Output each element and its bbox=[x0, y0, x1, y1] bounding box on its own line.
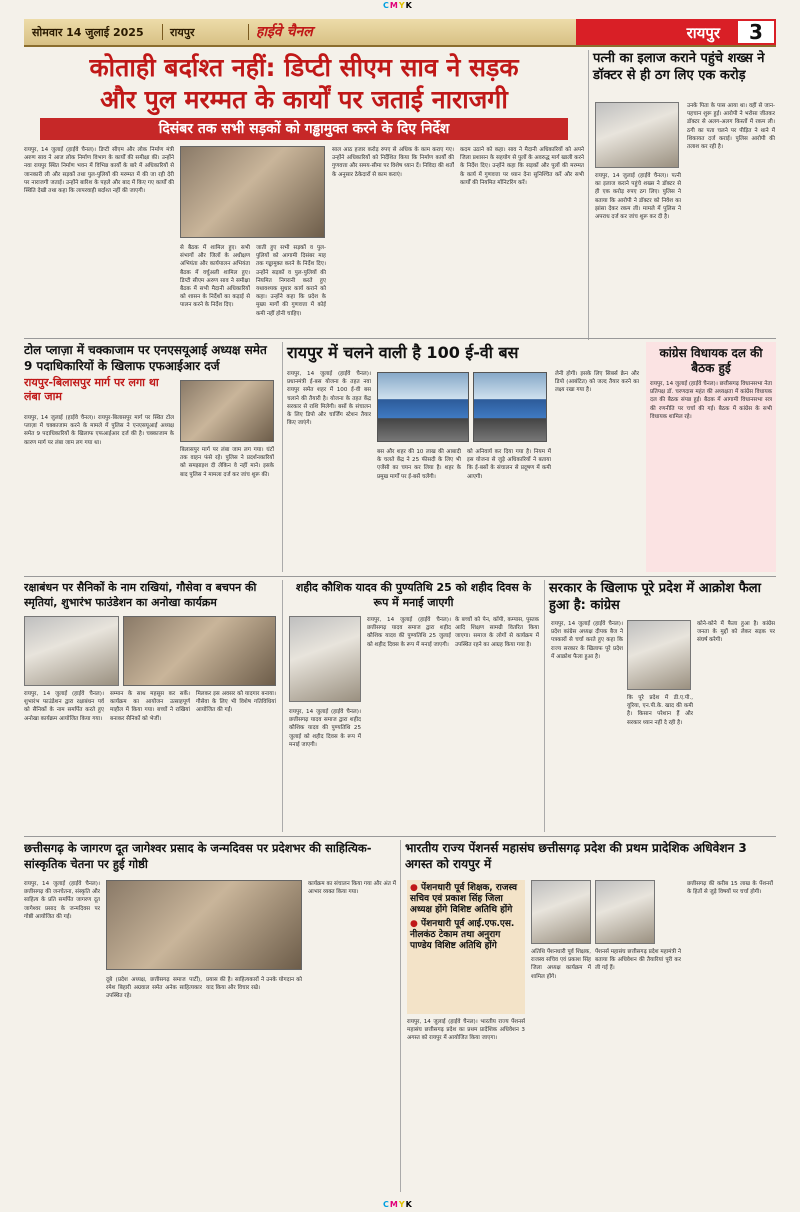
seminar-photo bbox=[106, 880, 302, 970]
congress-meeting-headline: कांग्रेस विधायक दल की बैठक हुई bbox=[659, 346, 763, 375]
jagesh-col-4: कार्यक्रम का संचालन किया गया और अंत में आभार व्यक्त किया गया। bbox=[308, 881, 396, 896]
lead-col-3: जाती हुए सभी सड़कों व पुल-पुलियों को आगामी दिसंबर माह तक गड्ढामुक्त करने के निर्देश दिए। उन्होंने सड़कों व पुल-पुलियों की नियमित निगरानी करते हुए यथावश्यक सुधार कार्य कराने को कहा। उन्होंने कहा कि प्रदेश के मुख्य मार्गों की गुणवत्ता में कोई कमी नहीं होनी चाहिए। bbox=[256, 245, 326, 317]
lead-subheadline: दिसंबर तक सभी सड़कों को गड्ढामुक्त करने के दिए निर्देश bbox=[40, 118, 568, 140]
divider bbox=[248, 24, 249, 40]
lead-headline-line1: कोताही बर्दाश्त नहीं: डिप्टी सीएम साव ने सड़क bbox=[89, 53, 519, 82]
section-city: रायपुर bbox=[170, 26, 195, 39]
ebus-photo bbox=[377, 372, 469, 442]
lead-col-4: साल आठ हजार करोड़ रुपए से अधिक के काम कराए गए। उन्होंने अधिकारियों को निर्देशित किया कि निर्माण कार्यों की गुणवत्ता और समय-सीमा पर विशेष ध्यान दें। निविदा की शर्तों के अनुसार ठेकेदारों से काम कराएं। bbox=[332, 147, 454, 178]
martyr-col-0: रायपुर, 14 जुलाई (हाईवे चैनल)। छत्तीसगढ़ यादव समाज द्वारा शहीद कौशिक यादव की पुण्यतिथि 25 जुलाई को शहीद दिवस के रूप में मनाई जाएगी। bbox=[289, 709, 361, 748]
issue-date: सोमवार 14 जुलाई 2025 bbox=[32, 26, 144, 39]
protest-story bbox=[544, 580, 776, 832]
lead-col-1: रायपुर, 14 जुलाई (हाईवे चैनल)। डिप्टी सीएम और लोक निर्माण मंत्री अरुण साव ने आज लोक निर्माण विभाग के कार्यों की समीक्षा की। उन्होंने नवा रायपुर स्थित निर्माण भवन में विभिन्न कार्यों के बारे में अधिकारियों से जानकारी ली और सड़कों तथा पुल-पुलियों की मरम्मत में की जा रही देरी पर नाराजगी जताई। उन्होंने बारिश के पहले और बाद में किए गए कार्यों की स्थिति देखी तथा कहा कि लापरवाही बर्दाश्त नहीं की जाएगी। bbox=[24, 147, 174, 195]
cmyk-m: M bbox=[389, 1, 399, 10]
congress-meeting-text: रायपुर, 14 जुलाई (हाईवे चैनल)। छत्तीसगढ़ विधानसभा नेता प्रतिपक्ष डॉ. चरणदास महंत की अध्यक्षता में कांग्रेस विधायक दल की बैठक संपन्न हुई। बैठक में आगामी विधानसभा सत्र की रणनीति पर चर्चा की गई। बैठक में कांग्रेस के सभी विधायक शामिल रहे। bbox=[650, 381, 772, 420]
fraud-story bbox=[588, 50, 776, 340]
page-number: 3 bbox=[736, 19, 776, 45]
jagesh-headline-block bbox=[24, 840, 396, 876]
guest-portrait-1 bbox=[531, 880, 591, 944]
protest-headline: सरकार के खिलाफ पूरे प्रदेश में आक्रोश फैला हुआ है: कांग्रेस bbox=[549, 581, 761, 613]
toll-headline: टोल प्लाज़ा में चक्काजाम पर एनएसयूआई अध्यक्ष समेत 9 पदाधिकारियों के खिलाफ एफआईआर दर्ज bbox=[24, 343, 267, 373]
lead-headline-line2: और पुल मरम्मत के कार्यों पर जताई नाराजगी bbox=[100, 85, 508, 114]
ebus-col-3: को अनिवार्य कर दिया गया है। नियम में इस योजना से जुड़े अधिकारियों ने बताया कि ई-बसों के संचालन से प्रदूषण में कमी आएगी। bbox=[467, 449, 551, 480]
protest-col-1: रायपुर, 14 जुलाई (हाईवे चैनल)। प्रदेश कांग्रेस अध्यक्ष दीपक बैज ने पत्रकारों से चर्चा करते हुए कहा कि राज्य सरकार के खिलाफ पूरे प्रदेश में आक्रोश फैला हुआ है। bbox=[551, 621, 623, 660]
jagesh-headline: छत्तीसगढ़ के जागरण दूत जागेश्वर प्रसाद के जन्मदिवस पर प्रदेशभर की साहित्यिक-सांस्कृतिक चेतना पर हुई गोष्ठी bbox=[24, 841, 372, 871]
section-title: रायपुर bbox=[686, 24, 720, 42]
divider bbox=[24, 836, 776, 837]
rakhi-col-1: रायपुर, 14 जुलाई (हाईवे चैनल)। शुभारंभ फाउंडेशन द्वारा रक्षाबंधन पर्व को सैनिकों के नाम समर्पित करते हुए अनोखा कार्यक्रम आयोजित किया गया। bbox=[24, 691, 104, 722]
pension-col-4: छत्तीसगढ़ की करीब 15 लाख के पेंशनरों के हितों से जुड़े विषयों पर चर्चा होगी। bbox=[687, 881, 773, 896]
lead-headline-block bbox=[24, 52, 584, 118]
pension-col-1: रायपुर, 14 जुलाई (हाईवे चैनल)। भारतीय राज्य पेंशनर्स महासंघ छत्तीसगढ़ प्रदेश का प्रथम प्रादेशिक अधिवेशन 3 अगस्त को रायपुर में आयोजित किया जाएगा। bbox=[407, 1019, 525, 1042]
fraud-headline: पत्नी का इलाज कराने पहुंचे शख्स ने डॉक्टर से ही ठग लिए एक करोड़ bbox=[593, 51, 765, 83]
congress-meeting-story bbox=[646, 342, 776, 572]
ebus-col-1: रायपुर, 14 जुलाई (हाईवे चैनल)। प्रधानमंत्री ई-बस योजना के तहत नवा रायपुर समेत शहर में 100 ई-वी बस चलाने की तैयारी है। योजना के तहत केंद्र सरकार से राशि मिलेगी। बसों के संचालन के लिए डिपो और चार्जिंग स्टेशन तैयार किए जाएंगे। bbox=[287, 371, 371, 427]
rakhi-photo bbox=[24, 616, 119, 686]
cmyk-registration-mark bbox=[383, 1, 413, 10]
cmyk-y: Y bbox=[398, 1, 406, 10]
rakhi-col-2: सम्मान के साथ महसूस कर सकें। कार्यक्रम का आयोजन उत्साहपूर्ण माहौल में किया गया। बच्चों ने राखियां बनाकर सैनिकों को भेजीं। bbox=[110, 691, 190, 722]
divider bbox=[24, 576, 776, 577]
toll-photo bbox=[180, 380, 274, 442]
rakhi-headline-block bbox=[24, 580, 276, 612]
victim-photo bbox=[595, 102, 679, 168]
protest-col-2: कि पूरे प्रदेश में डी.ए.पी., यूरिया, एन.पी.के. खाद की कमी है। किसान परेशान हैं और सरकार ध्यान नहीं दे रही है। bbox=[627, 695, 693, 726]
martyr-col-2: के बच्चों को पेन, कॉपी, कम्पास, पुस्तक आदि शिक्षण सामग्री वितरित किया जाएगा। समाज के लोगों से कार्यक्रम में उपस्थित रहने का आग्रह किया गया है। bbox=[455, 617, 539, 648]
lead-col-2: से बैठक में शामिल हुए। सभी संभागों और जिलों के अधीक्षण अभियंता और कार्यपालन अभियंता बैठक में वर्चुअली शामिल हुए। डिप्टी सीएम अरुण साव ने समीक्षा बैठक में सभी मैदानी अधिकारियों को शासन के निर्देशों का कड़ाई से पालन करने के निर्देश दिए। bbox=[180, 245, 250, 309]
pension-story bbox=[400, 840, 776, 1192]
jagesh-col-2: दूबे (प्रदेश अध्यक्ष, छत्तीसगढ़ समाज पार्टी), रमेश बिहारी अग्रवाल समेत अनेक साहित्यकार उपस्थित रहे। bbox=[106, 977, 202, 1000]
toll-subheadline: रायपुर-बिलासपुर मार्ग पर लगा था लंबा जाम bbox=[24, 376, 159, 403]
martyr-story bbox=[282, 580, 540, 832]
cmyk-k: K bbox=[405, 1, 413, 10]
fraud-col-1: रायपुर, 14 जुलाई (हाईवे चैनल)। पत्नी का इलाज कराने पहुंचे शख्स ने डॉक्टर से ही एक करोड़ रुपए ठग लिए। पुलिस ने बताया कि आरोपी ने डॉक्टर को निवेश का झांसा देकर रकम ली। मामले में पुलिस ने अपराध दर्ज कर जांच शुरू कर दी है। bbox=[595, 173, 681, 221]
rakhi-headline: रक्षाबंधन पर सैनिकों के नाम राखियां, गौसेवा व बचपन की स्मृतियां, शुभारंभ फाउंडेशन का अनोखा कार्यक्रम bbox=[24, 581, 257, 609]
ebus-col-4: लेनी होगी। इसके लिए सिबर्स क्रेन और डिपो (आबंटित) को जल्द तैयार करने का लक्ष्य रखा गया है। bbox=[555, 371, 639, 394]
cmyk-c: C bbox=[383, 1, 390, 10]
ebus-col-2: बस और शहर की 10 लाख की आबादी के चलते केंद्र ने 25 फीसदी के लिए भी एजेंसी का चयन कर लिया है। शहर के प्रमुख मार्गों पर ई-बसें चलेंगी। bbox=[377, 449, 461, 480]
newspaper-logo: हाईवे चैनल bbox=[256, 24, 313, 40]
divider bbox=[162, 24, 163, 40]
divider bbox=[24, 338, 776, 339]
toll-col-2: बिलासपुर मार्ग पर लंबा जाम लग गया। घंटों तक वाहन फंसे रहे। पुलिस ने प्रदर्शनकारियों को समझाइश दी लेकिन वे नहीं माने। इसके बाद पुलिस ने मामला दर्ज कर जांच शुरू की। bbox=[180, 447, 274, 478]
guest-portrait-2 bbox=[595, 880, 655, 944]
cmyk-registration-mark-bottom: CMYK bbox=[383, 1200, 413, 1209]
rakhi-photo-group bbox=[123, 616, 276, 686]
pension-headline: भारतीय राज्य पेंशनर्स महासंघ छत्तीसगढ़ प्रदेश की प्रथम प्रादेशिक अधिवेशन 3 अगस्त को रायपुर में bbox=[405, 841, 747, 871]
fraud-col-2: उनके पिता के पास आया था। वहीं से जान-पहचान शुरू हुई। आरोपी ने भरोसा जीतकर डॉक्टर से अलग-अलग किस्तों में रकम ली। ठगी का पता चलने पर पीड़ित ने थाने में शिकायत दर्ज कराई। पुलिस आरोपी की तलाश कर रही है। bbox=[687, 103, 775, 151]
meeting-photo bbox=[180, 146, 325, 238]
pension-col-2: अतिथि पेंशनधारी पूर्व शिक्षक, राजस्व सचिव एवं प्रकाश सिंह जिला अध्यक्ष कार्यक्रम में शामिल होंगे। bbox=[531, 949, 591, 980]
martyr-headline: शहीद कौशिक यादव की पुण्यतिथि 25 को शहीद दिवस के रूप में मनाई जाएगी bbox=[295, 581, 532, 609]
ebus-photo bbox=[473, 372, 547, 442]
ebus-story bbox=[282, 342, 642, 572]
toll-story bbox=[24, 342, 276, 572]
pension-highlight-2: ● पेंशनधारी पूर्व आई.एफ.एस. नीलकंठ टेकाम तथा अनुराग पाण्डेय विशिष्ट अतिथि होंगे bbox=[410, 919, 515, 951]
ebus-headline: रायपुर में चलने वाली है 100 ई-वी बस bbox=[287, 343, 519, 362]
masthead bbox=[24, 19, 776, 47]
bullet-icon: ● bbox=[410, 883, 421, 893]
leader-portrait bbox=[627, 620, 691, 690]
pension-highlights bbox=[407, 880, 525, 1014]
toll-col-1: रायपुर, 14 जुलाई (हाईवे चैनल)। रायपुर-बिलासपुर मार्ग पर स्थित टोल प्लाज़ा में चक्काजाम करने के मामले में पुलिस ने एनएसयूआई अध्यक्ष समेत 9 पदाधिकारियों के खिलाफ एफआईआर दर्ज की है। चक्काजाम के कारण मार्ग पर लंबा जाम लग गया था। bbox=[24, 415, 174, 446]
martyr-portrait bbox=[289, 616, 361, 702]
jagesh-col-3: प्रयास की है। साहित्यकारों ने उनके योगदान को याद किया और विचार रखे। bbox=[206, 977, 302, 992]
martyr-col-1: रायपुर, 14 जुलाई (हाईवे चैनल)। छत्तीसगढ़ यादव समाज द्वारा शहीद कौशिक यादव की पुण्यतिथि 25 जुलाई को शहीद दिवस के रूप में मनाई जाएगी। bbox=[367, 617, 451, 648]
section-banner bbox=[576, 19, 776, 45]
pension-col-3: पेंशनर्स महासंघ छत्तीसगढ़ प्रदेश महामंत्री ने बताया कि अधिवेशन की तैयारियां पूरी कर ली गई हैं। bbox=[595, 949, 681, 972]
rakhi-col-3: मिलकर इस अवसर को यादगार बनाया। गौसेवा के लिए भी विशेष गतिविधियां आयोजित की गईं। bbox=[196, 691, 276, 714]
jagesh-col-1: रायपुर, 14 जुलाई (हाईवे चैनल)। छत्तीसगढ़ की जनचेतना, संस्कृति और साहित्य के प्रति समर्पित जागरण दूत जागेश्वर प्रसाद के जन्मदिवस पर गोष्ठी आयोजित की गई। bbox=[24, 881, 100, 920]
lead-col-5: कदम उठाने को कहा। साव ने मैदानी अधिकारियों को अपने जिला प्रशासन के सहयोग से पुलों के अवरुद्ध मार्ग खाली करने के निर्देश दिए। उन्होंने कहा कि सड़कों और पुलों की मरम्मत के कार्य में गुणवत्ता पर ध्यान देना सुनिश्चित करें और सभी कार्यों की नियमित मॉनिटरिंग करें। bbox=[460, 147, 584, 186]
bullet-icon: ● bbox=[410, 919, 421, 929]
protest-col-3: कोने-कोने में फैला हुआ है। कांग्रेस जनता के मुद्दों को लेकर सड़क पर संघर्ष करेगी। bbox=[697, 621, 775, 644]
pension-highlight-1: ● पेंशनधारी पूर्व शिक्षक, राजस्व सचिव एवं प्रकाश सिंह जिला अध्यक्ष होंगे विशिष्ट अतिथि होंगे bbox=[410, 883, 518, 915]
